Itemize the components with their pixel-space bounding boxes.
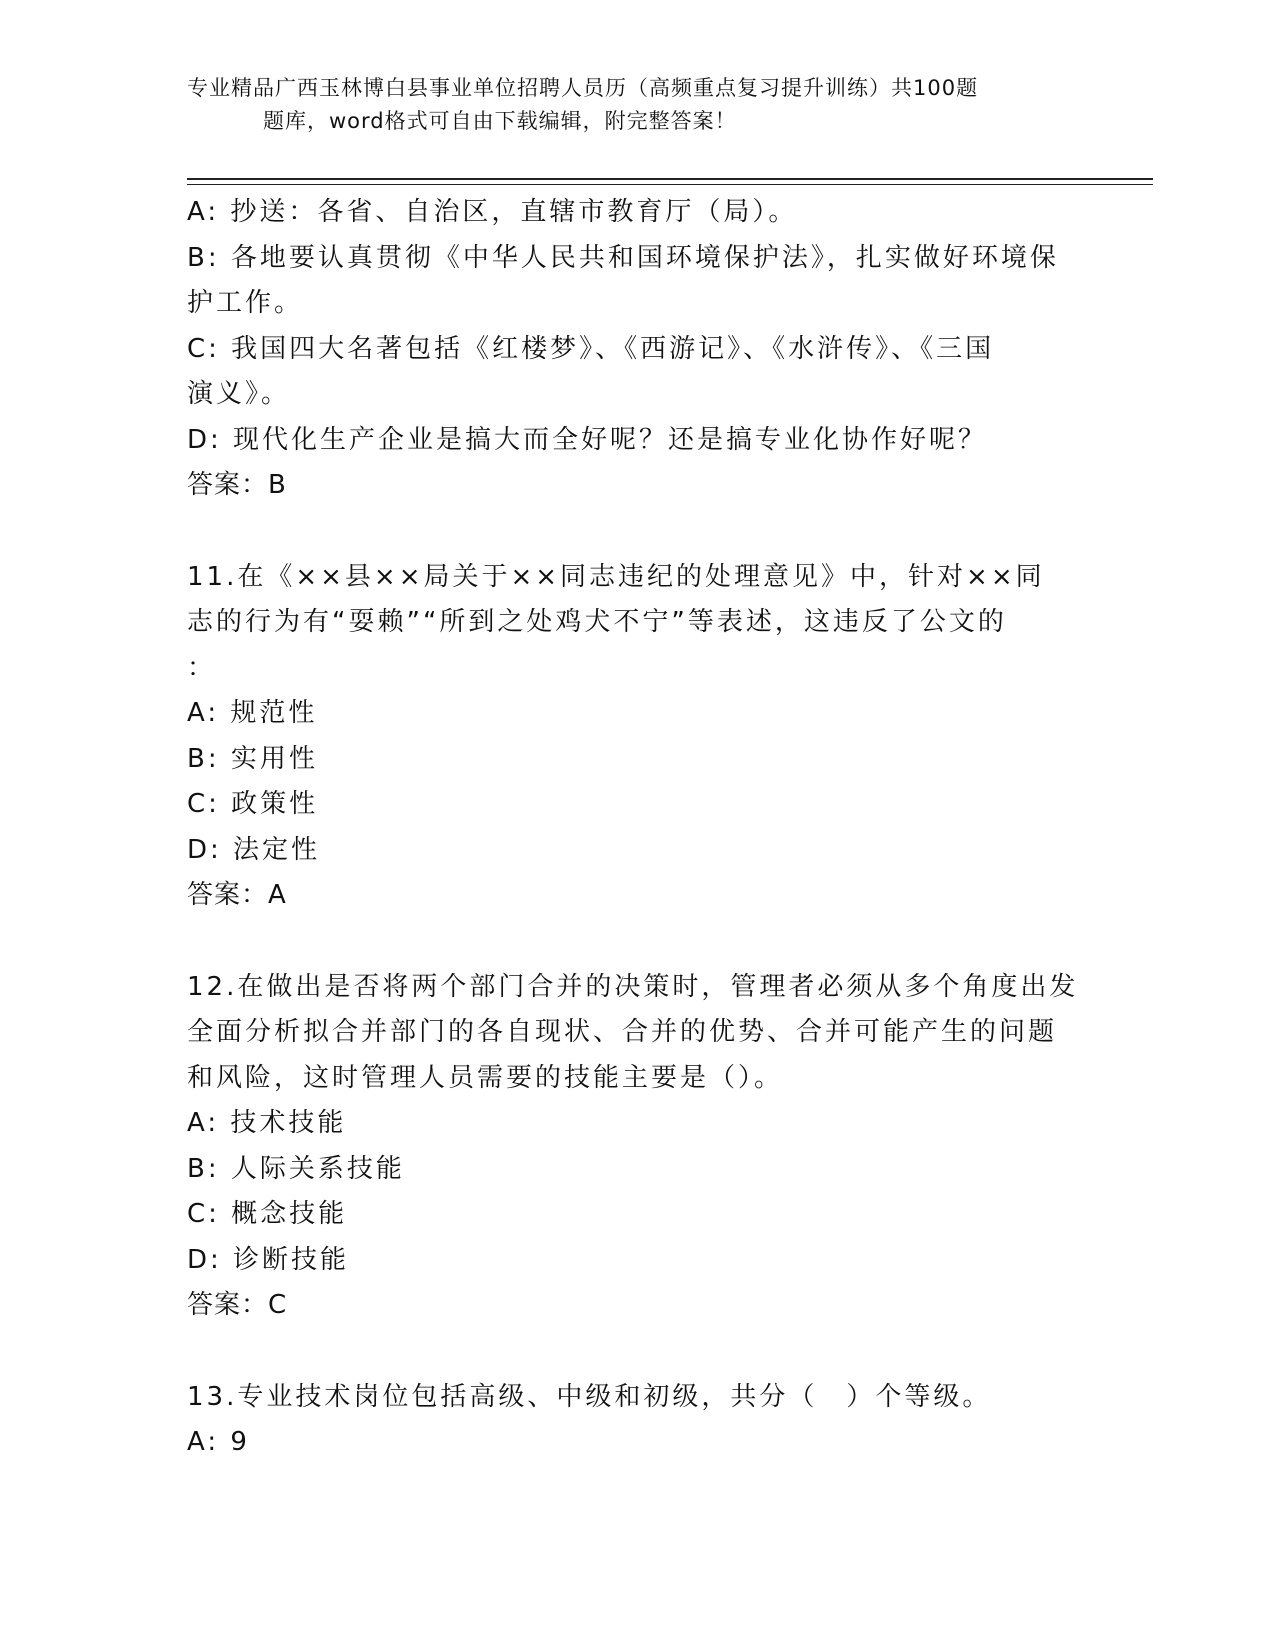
question-stem-continued: ： (187, 652, 217, 683)
question-11 (187, 555, 1087, 919)
question-12 (187, 965, 1087, 1329)
spacer (187, 509, 1087, 555)
question-stem: 13.专业技术岗位包括高级、中级和初级，共分（ ）个等级。 (187, 1381, 992, 1412)
option-a: A: 技术技能 (187, 1108, 347, 1138)
option-c-continued: 演义》。 (187, 379, 291, 409)
question-13 (187, 1375, 1087, 1466)
answer-line: 答案：C (187, 1290, 288, 1320)
option-b: B: 实用性 (187, 743, 318, 774)
document-header (187, 72, 1087, 138)
option-d: D: 现代化生产企业是搞大而全好呢？还是搞专业化协作好呢？ (187, 424, 988, 455)
header-line-1: 专业精品广西玉林博白县事业单位招聘人员历（高频重点复习提升训练）共100题 (187, 76, 979, 100)
question-stem-continued: 全面分析拟合并部门的各自现状、合并的优势、合并可能产生的问题 (187, 1017, 1058, 1047)
option-b: B: 人际关系技能 (187, 1153, 405, 1184)
header-divider-thin (187, 184, 1153, 185)
option-c: C: 概念技能 (187, 1199, 348, 1229)
option-d: D: 诊断技能 (187, 1244, 350, 1275)
question-10-options (187, 190, 1087, 509)
option-b: B: 各地要认真贯彻《中华人民共和国环境保护法》，扎实做好环境保 (187, 242, 1059, 273)
header-divider-thick (187, 178, 1153, 180)
spacer (187, 1329, 1087, 1375)
answer-line: 答案：B (187, 470, 287, 500)
question-list (187, 190, 1087, 1466)
option-a: A: 抄送：各省、自治区，直辖市教育厅（局）。 (187, 197, 798, 227)
question-stem-continued: 志的行为有“耍赖”“所到之处鸡犬不宁”等表述，这违反了公文的 (187, 607, 1007, 637)
question-stem: 11.在《××县××局关于××同志违纪的处理意见》中，针对××同 (187, 561, 1045, 592)
option-c: C: 我国四大名著包括《红楼梦》、《西游记》、《水浒传》、《三国 (187, 333, 995, 364)
option-a: A: 9 (187, 1427, 250, 1457)
option-b-continued: 护工作。 (187, 288, 304, 318)
option-d: D: 法定性 (187, 834, 321, 865)
question-stem: 12.在做出是否将两个部门合并的决策时，管理者必须从多个角度出发 (187, 971, 1079, 1002)
question-stem-continued: 和风险，这时管理人员需要的技能主要是（）。 (187, 1062, 784, 1093)
option-a: A: 规范性 (187, 698, 318, 728)
spacer (187, 919, 1087, 965)
option-c: C: 政策性 (187, 789, 319, 819)
answer-line: 答案：A (187, 880, 287, 910)
header-line-2: 题库，word格式可自由下载编辑，附完整答案！ (263, 109, 737, 133)
